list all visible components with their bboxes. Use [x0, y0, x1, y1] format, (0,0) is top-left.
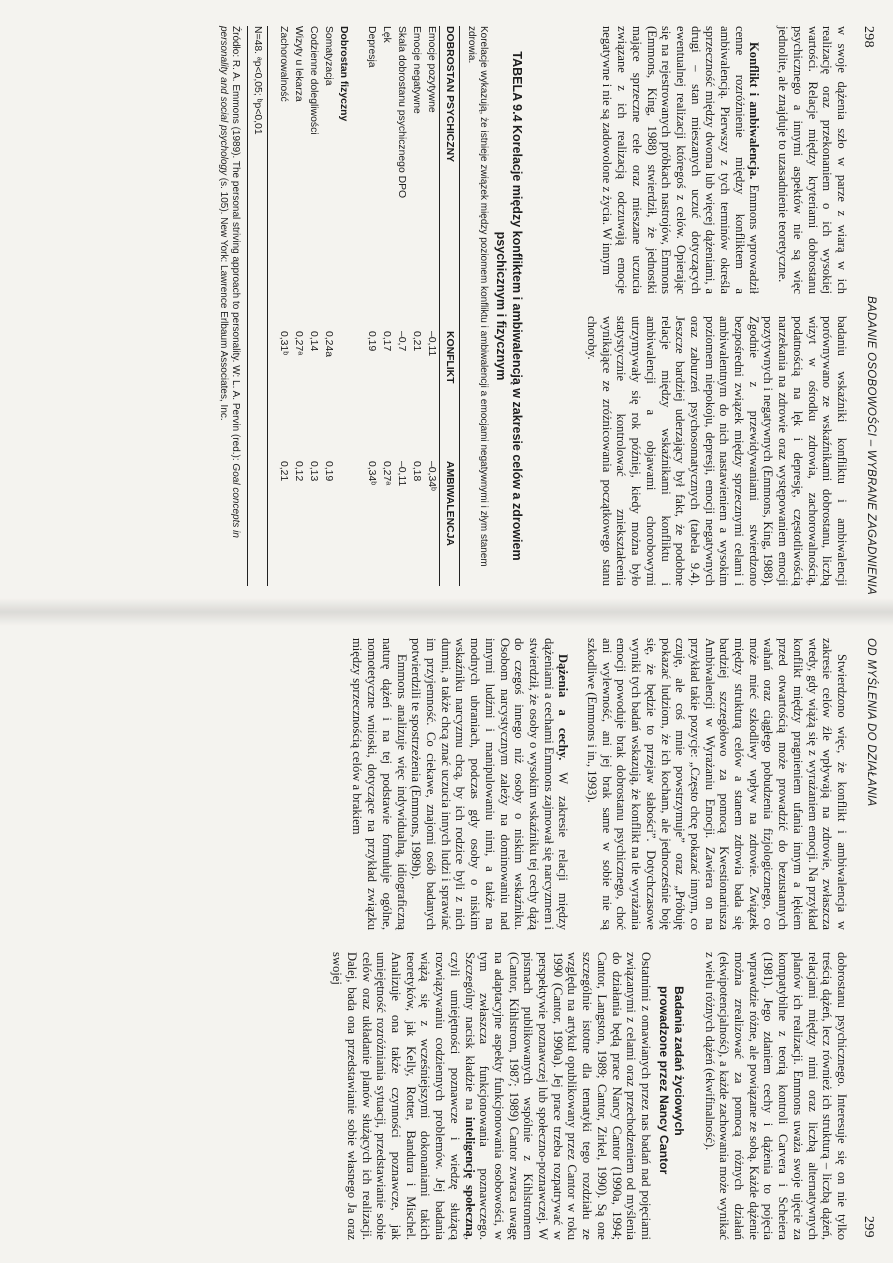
inline-bold-term: inteligencję społeczną	[462, 1116, 477, 1237]
header-cell: AMBIWALENCJA	[444, 461, 455, 546]
section-heading-cantor	[656, 952, 686, 1240]
table-row: Somatyzacja 0,24a 0,19	[323, 26, 334, 482]
inline-heading: Konflikt i ambiwalencja.	[747, 42, 762, 180]
table-row: Lęk 0,17 0,27ᵃ	[381, 26, 392, 486]
table-sample-size: N=48. ᵃp<0,05; ᵇp<0,01	[252, 26, 263, 135]
running-head-left: BADANIE OSOBOWOŚCI – WYBRANE ZAGADNIENIA	[865, 296, 877, 595]
heading-line: prowadzone przez Nancy Cantor	[656, 986, 671, 1175]
header-cell: KONFLIKT	[444, 331, 455, 384]
paragraph-text: Emmons wprowadził cenne rozróżnienie między konfliktem a ambiwalencją. Pierwszy z tych terminów określa sprzeczność między dwoma lub więcej dążeniami, a drugi – stan mieszanych uczuć dotyczących ewentualnej realizacji któregoś z celów. Opierając się na rejestrowanych próbkach nastrojów, Emmons (Emmons, King, 1988) stwierdził, że jednostki mające sprzeczne cele oraz mieszane uczucia związane z ich realizacją odczuwają emocje negatywne i nie są zadowolone z życia. W innym	[600, 26, 762, 294]
right-column-1	[350, 638, 849, 930]
right-page	[0, 612, 893, 1263]
paragraph: Stwierdzono więc, że konflikt i ambiwalencja w zakresie celów źle wpływają na zdrowie, zwłaszcza wtedy, gdy wiążą się z wyrażaniem emocji. Na przykład konflikt między pragnieniem ufania innym a lękiem przed otwartością może prowadzić do bezustannych wahań oraz ciągłego pobudzenia fizjologicznego, co może mieć szkodliwy wpływ na zdrowie. Związek między strukturą celów a stanem zdrowia bada się bardziej szczegółowo za pomocą Kwestionariusza Ambiwalencji w Wyrażaniu Emocji. Zawiera on na przykład takie pozycje: „Często chcę pokazać innym, co czuję, ale coś mnie powstrzymuje” oraz „Próbuję pokazać ludziom, że ich kocham, ale jednocześnie boję się, że będzie to przejaw słabości”. Dotychczasowe wyniki tych badań wskazują, że konflikt na tle wyrażania emocji powoduje brak dobrostanu psychicznego, choć ani wylewność, ani jej brak same w sobie nie są szkodliwe (Emmons i in., 1993).	[585, 638, 849, 930]
table-note: Korelacje wykazują, że istnieje związek między poziomem konfliktu i ambiwalencji a emocjami negatywnymi i złym stanem zdrowia.	[466, 26, 489, 567]
table-row: Skala dobrostanu psychicznego DPO –0,7 –0,11	[396, 26, 407, 487]
table-row: Zachorowalność 0,31ᵇ 0,21	[278, 26, 289, 482]
table-row: Codzienne dolegliwości 0,14 0,13	[308, 26, 319, 482]
page-number-right: 299	[861, 1216, 876, 1238]
table-section-heading: Dobrostan fizyczny	[338, 26, 349, 122]
header-cell: DOBROSTAN PSYCHICZNY	[444, 26, 455, 163]
running-head-right: OD MYŚLENIA DO DZIAŁANIA	[865, 638, 877, 807]
table-row: Emocje pozytywne –0,11 –0,34ᵇ	[426, 26, 437, 491]
heading-line: Badania zadań życiowych	[671, 986, 686, 1136]
left-column-2	[584, 316, 849, 586]
paragraph-konflikt	[600, 26, 762, 294]
paragraph: w swoje dążenia szło w parze z wiarą w ich realizację oraz przekonaniem o ich wysokiej wartości. Relacje między kryteriami dobrostanu psychicznego a innymi aspektów nie są więc jednolite, ale znajduje to uzasadnienie teoretyczne.	[776, 26, 849, 294]
table-row: Emocje negatywne 0,21 0,18	[411, 26, 422, 482]
paragraph: badaniu wskaźniki konfliktu i ambiwalencji porównywano ze wskaźnikami dobrostanu, liczbą wizyt w ośrodku zdrowia, zachorowalnością, podatnością na lęk i depresję, częstotliwością narzekania na zdrowie oraz występowaniem emocji pozytywnych i negatywnych (Emmons, King, 1988). Zgodnie z przewidywaniami stwierdzono bezpośredni związek między sprzecznymi celami i ambiwalentnym do nich nastawieniem a wysokim poziomem niepokoju, depresji, emocji negatywnych oraz zaburzeń psychosomatycznych (tabela 9.4). Jeszcze bardziej uderzający był fakt, że podobne relacje między wskaźnikami konfliktu i ambiwalencji a objawami chorobowymi utrzymywały się rok później, kiedy można było statystycznie kontrolować zniekształcenia wynikające ze zróżnicowania początkowego stanu choroby.	[585, 316, 849, 586]
paragraph-dazenia	[409, 638, 571, 930]
table-row: Depresja 0,19 0,34ᵇ	[366, 26, 377, 486]
page-number-left: 298	[861, 26, 876, 48]
left-page	[0, 0, 893, 612]
table-header-row	[440, 26, 459, 586]
paragraph-cantor: Ostatnimi z omawianych przez nas badań nad pojęciami związanymi z celami oraz przechodzeniem od myślenia do działania będą prace Nancy Cantor (1990a, 1994; Cantor, Langston, 1989; Cantor, Zirkel, 1990). Są one szczególnie istotne dla tematyki tego rozdziału ze względu na artykuł opublikowany przez Cantor w roku 1990 (Cantor, 1990a). Jej prace trzeba rozpatrywać w perspektywie poznawczej lub społeczno-poznawczej. W pismach publikowanych wspólnie z Kihlstromem (Cantor, Kihlstrom, 1987; 1989) Cantor zwraca uwagę na adaptacyjne aspekty funkcjonowania osobowości, w tym zwłaszcza funkcjonowania poznawczego. Szczególny nacisk kładzie na inteligencję społeczną, czyli umiejętności poznawcze i wiedzę służącą rozwiązywaniu codziennych problemów. Jej badania wiążą się z wcześniejszymi dokonaniami takich teoretyków, jak Kelly, Rotter, Bandura i Mischel. Analizuje ona także czynności poznawcze, jak umiejętność rozróżniania sytuacji, przedstawianie sobie celów oraz układanie planów służących ich realizacji. Dalej, bada ona przedstawianie sobie własnego Ja oraz swojej	[330, 952, 653, 1240]
table-row: Wizyty u lekarza 0,27ᵃ 0,12	[293, 26, 304, 482]
paragraph-text: W zakresie relacji między dążeniami a cechami Emmons zajmował się narcyzmem i stwierdził, że osoby o wysokim wskaźniku tej cechy dążą do czegoś innego niż osoby o niskim wskaźniku. Osobom narcystycznym zależy na dominowaniu nad innymi ludźmi i manipulowaniu nimi, a także na modnych ubraniach, podczas gdy osoby o niskim wskaźniku narcyzmu chcą, by ich rodzice byli z nich dumni, a także chcą znać uczucia innych ludzi i sprawiać im przyjemność. Co ciekawe, znajomi osób badanych potwierdzili te spostrzeżenia (Emmons, 1989b).	[409, 638, 571, 930]
left-column-1	[600, 26, 849, 294]
right-column-2	[330, 952, 850, 1240]
paragraph: dobrostanu psychicznego. Interesuje się on nie tylko treścią dążeń, lecz również ich strukturą – liczbą dążeń, relacjami między nimi oraz liczbą alternatywnych planów ich realizacji. Emmons uważa swoje ujęcie za kompatybilne z teorią kontroli Carvera i Scheiera (1981). Jego zdaniem cechy i dążenia to pojęcia wprawdzie różne, ale powiązane ze sobą. Każde dążenie można zrealizować za pomocą różnych działań (ekwipotencjalność), a każde zachowania może wynikać z wielu różnych dążeń (ekwifinalność).	[702, 952, 849, 1240]
paragraph: Emmons analizuje więc indywidualną, idiograficzną naturę dążeń i na tej podstawie formułuje ogólne, nomotetyczne wnioski, dotyczące na przykład związku między sprzecznością celów a brakiem	[350, 638, 409, 930]
table-9-4	[217, 26, 525, 586]
table-body	[276, 26, 459, 586]
table-source: Źródło: R. A. Emmons (1989). The personal striving approach to personality. W: L. A. Pervin (red.): Goal concepts in personality and social psychology (s. 105). New York: Lawrence Erlbaum Associates, Inc.	[218, 26, 241, 538]
inline-heading: Dążenia a cechy.	[556, 654, 571, 761]
table-title: TABELA 9.4 Korelacje między konfliktem i ambiwalencją w zakresie celów a zdrowiem psychicznym i fizycznym	[494, 51, 524, 561]
